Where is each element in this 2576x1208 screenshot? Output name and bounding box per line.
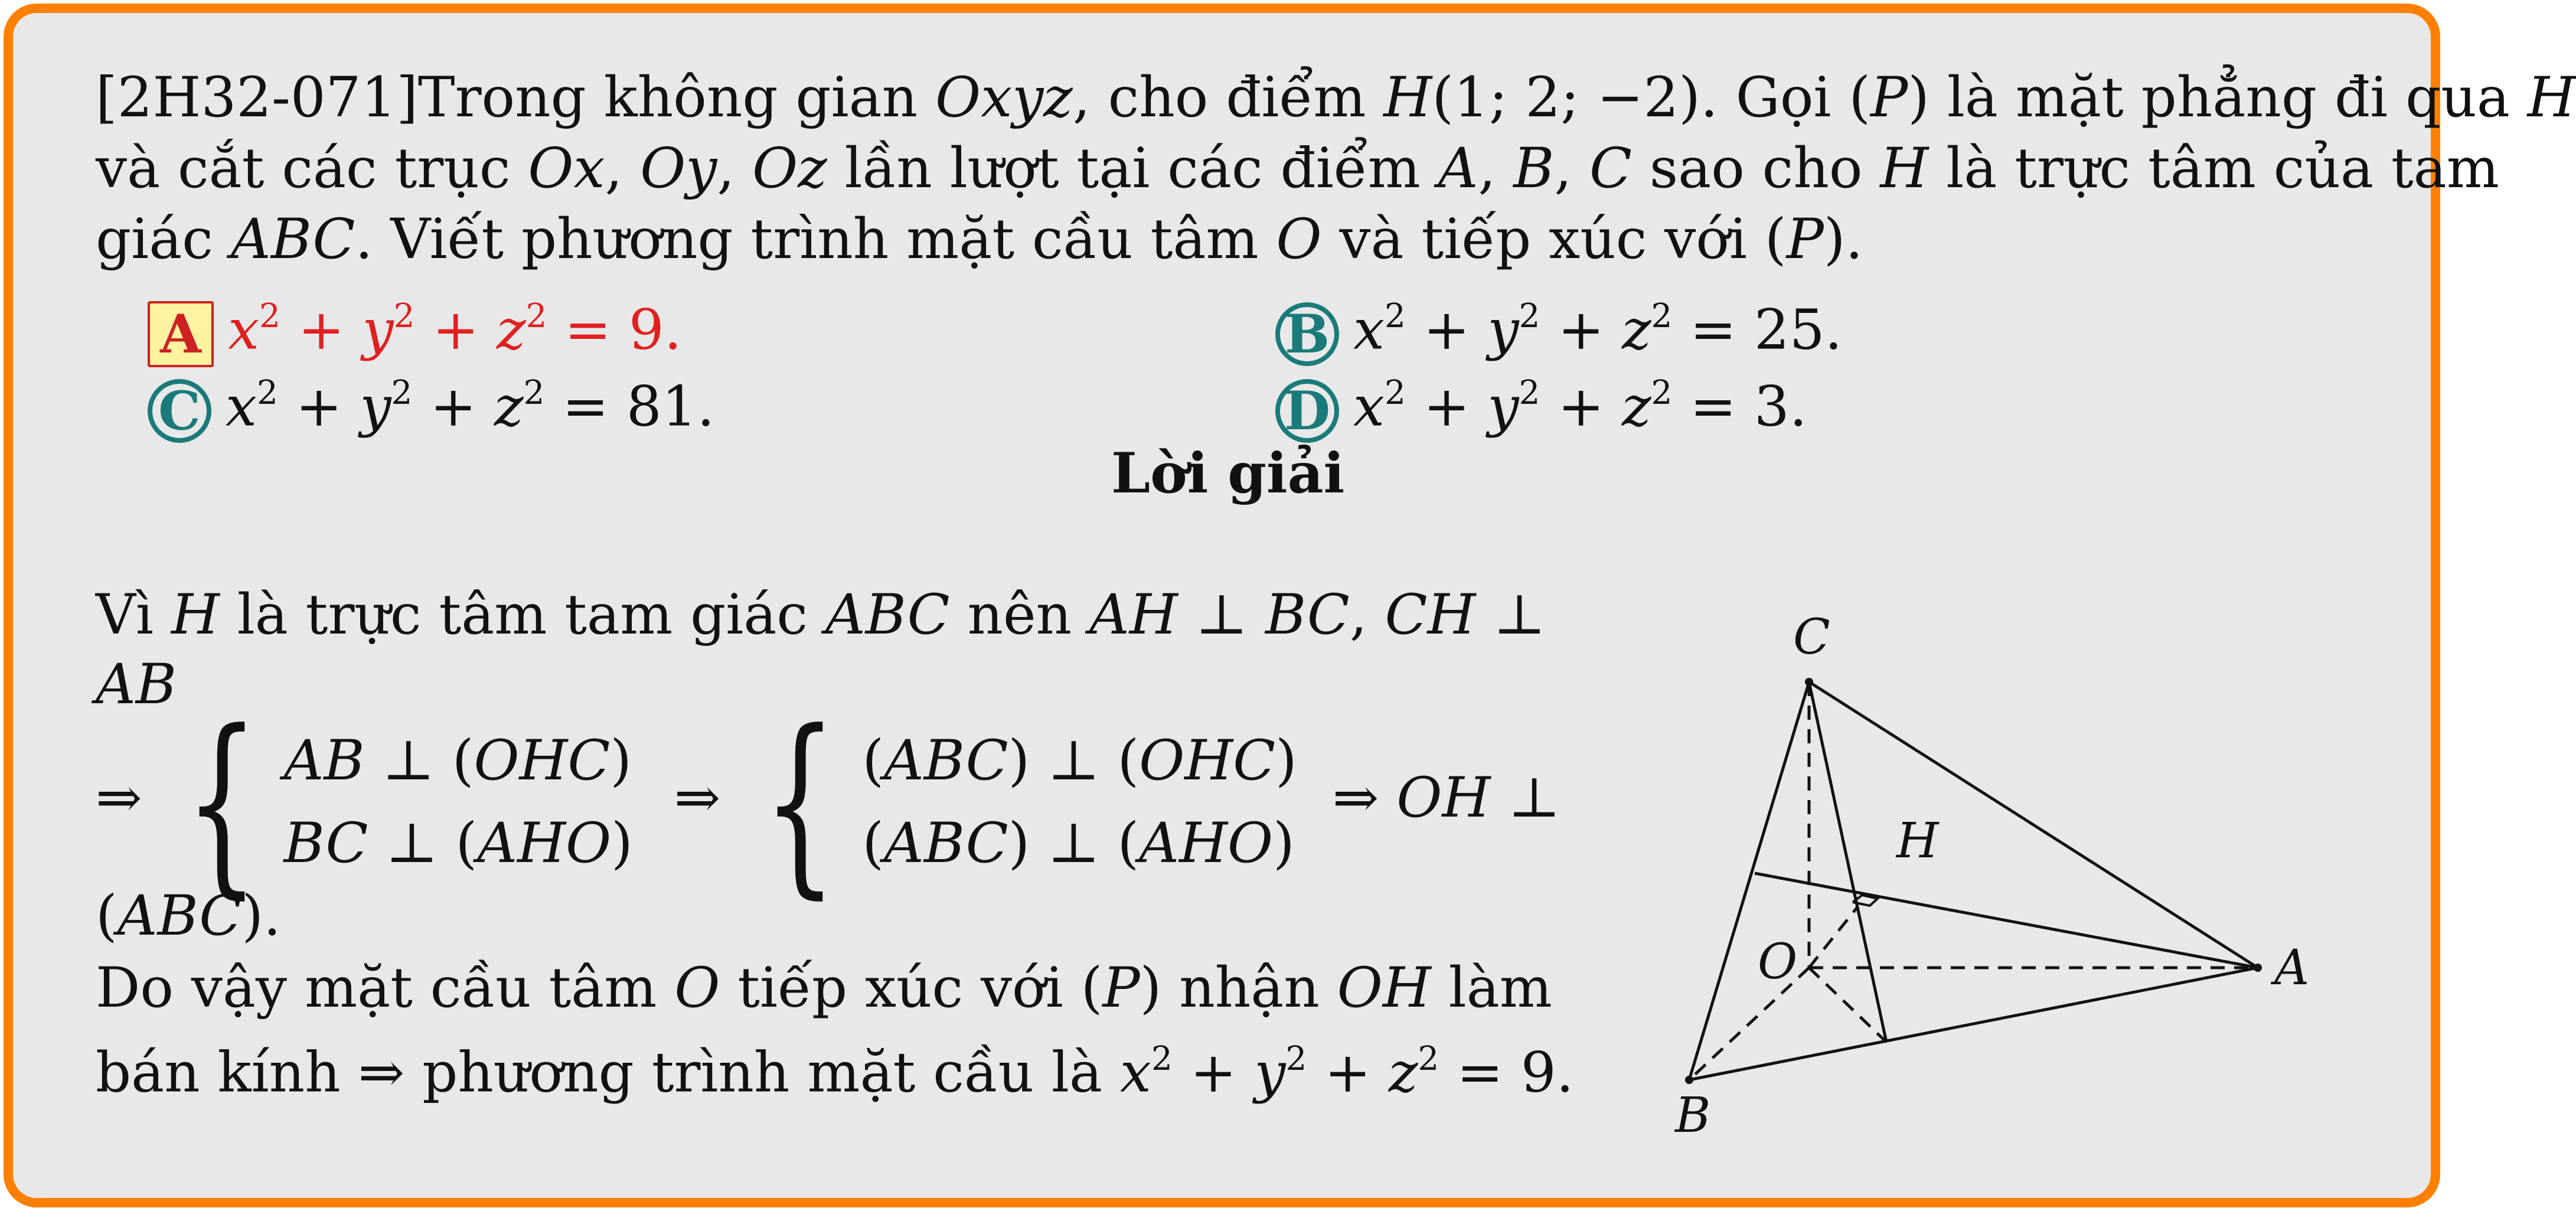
point-b	[1685, 1076, 1693, 1084]
label-c: C	[1793, 609, 1830, 665]
system-1: AB ⊥ (OHC) BC ⊥ (AHO)	[283, 728, 633, 876]
segment-oh	[1809, 906, 1858, 968]
option-d-value: 3.	[1754, 374, 1807, 439]
option-d[interactable]: D $x^2 + y^2 + z^2 = 3$.	[1275, 358, 1807, 443]
label-o: O	[1758, 934, 1798, 990]
solution-line-5: Do vậy mặt cầu tâm O tiếp xúc với (P) nhận OH làm	[96, 956, 1552, 1020]
point-a	[2254, 964, 2262, 972]
system-1-brace: {	[184, 688, 259, 916]
solution-line-2: AB	[96, 652, 177, 717]
problem-card	[4, 4, 2576, 1207]
problem-line-3: giác ABC. Viết phương trình mặt cầu tâm O và tiếp xúc với (P).	[96, 207, 1863, 272]
point-c	[1805, 678, 1813, 686]
option-b-marker[interactable]: B	[1275, 302, 1339, 366]
system-2: (ABC) ⊥ (OHC) (ABC) ⊥ (AHO)	[862, 728, 1297, 876]
tetrahedron-figure	[1619, 592, 2363, 1158]
solution-line-4: (ABC).	[96, 884, 281, 948]
problem-line-2: và cắt các trục Ox, Oy, Oz lần lượt tại các điểm A, B, C sao cho H là trực tâm của tam	[96, 136, 2499, 201]
problem-line-1: [2H32-071]Trong không gian Oxyz, cho điểm H(1; 2; −2). Gọi (P) là mặt phẳng đi qua H	[96, 66, 2576, 130]
option-b-value: 25.	[1754, 298, 1843, 363]
option-a-value: 9.	[628, 298, 682, 363]
label-h: H	[1896, 813, 1939, 869]
solution-line-6: bán kính ⇒ phương trình mặt cầu là $x^2 + y^2 + z^2 = 9$.	[96, 1040, 1574, 1105]
solution-heading: Lời giải	[1111, 441, 1345, 506]
altitude-c	[1809, 682, 1886, 1042]
system-2-brace: {	[763, 688, 838, 916]
option-a[interactable]: A $x^2 + y^2 + z^2 = 9$.	[148, 281, 682, 367]
problem-code: [2H32-071]	[96, 66, 418, 130]
option-c-value: 81.	[626, 374, 715, 439]
option-b[interactable]: B $x^2 + y^2 + z^2 = 25$.	[1275, 281, 1842, 366]
option-d-marker[interactable]: D	[1275, 379, 1339, 443]
label-a: A	[2274, 940, 2310, 996]
label-b: B	[1675, 1088, 1711, 1144]
solution-line-1: Vì H là trực tâm tam giác ABC nên AH ⊥ BC, CH ⊥	[96, 583, 1546, 647]
option-a-marker[interactable]: A	[148, 301, 214, 367]
solution-systems: ⇒ { AB ⊥ (OHC) BC ⊥ (AHO) ⇒ { (ABC) ⊥ (OHC) (ABC) ⊥ (AHO) ⇒ OH ⊥	[96, 688, 1560, 916]
segment-o-foot	[1809, 968, 1886, 1042]
option-c[interactable]: C $x^2 + y^2 + z^2 = 81$.	[148, 358, 714, 443]
option-c-marker[interactable]: C	[148, 379, 211, 443]
